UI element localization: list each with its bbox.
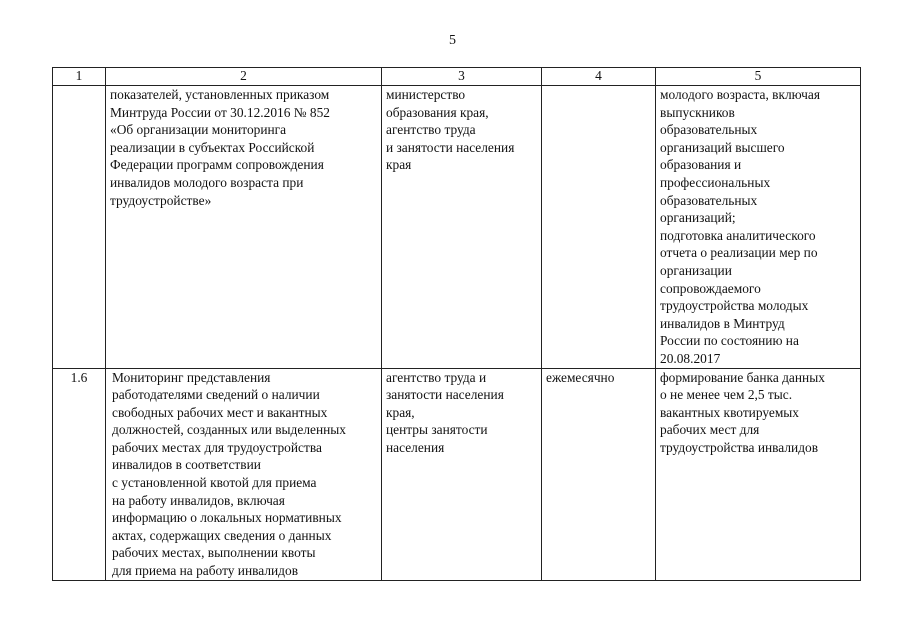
table-header-row [53,68,861,86]
result-text: молодого возраста, включая выпускников образовательных организаций высшего образования и профессиональных образовательных организаций; подготовка аналитического отчета о реализации мер по организации сопровождаемого трудоустройства молодых инвалидов в Минтруд России по состоянию на 20.08.2017 [660,87,820,366]
column-header-2: 2 [106,68,382,86]
executor-text: агентство труда и занятости населения края, центры занятости населения [386,369,504,455]
result-cell [656,86,861,369]
column-header-3: 3 [382,68,542,86]
executor-cell [382,86,542,369]
activity-cell [106,368,382,580]
row-number: 1.6 [53,368,106,580]
executor-cell [382,368,542,580]
row-number [53,86,106,369]
term-cell [542,86,656,369]
executor-text: министерство образования края, агентство труда и занятости населения края [386,87,515,173]
table-row [53,86,861,369]
page-number: 5 [449,33,456,48]
activity-text: Мониторинг представления работодателями сведений о наличии свободных рабочих мест и вакантных должностей, созданных или выделенных рабочих местах для трудоустройства инвалидов в соответствии с установленной квотой для приема на работу инвалидов, включая информацию о локальных нормативных актах, содержащих сведения о данных рабочих местах, выполнении квоты для приема на работу инвалидов [112,369,346,579]
result-text: формирование банка данных о не менее чем 2,5 тыс. вакантных квотируемых рабочих мест для трудоустройства инвалидов [660,369,825,455]
table-row [53,368,861,580]
term-cell [542,368,656,580]
activity-plan-table [52,67,861,581]
activity-text: показателей, установленных приказом Минтруда России от 30.12.2016 № 852 «Об организации мониторинга реализации в субъектах Российской Федерации программ сопровождения инвалидов молодого возраста при трудоустройстве» [110,87,330,208]
activity-cell [106,86,382,369]
column-header-1: 1 [53,68,106,86]
column-header-4: 4 [542,68,656,86]
result-cell [656,368,861,580]
term-text: ежемесячно [546,369,615,385]
column-header-5: 5 [656,68,861,86]
